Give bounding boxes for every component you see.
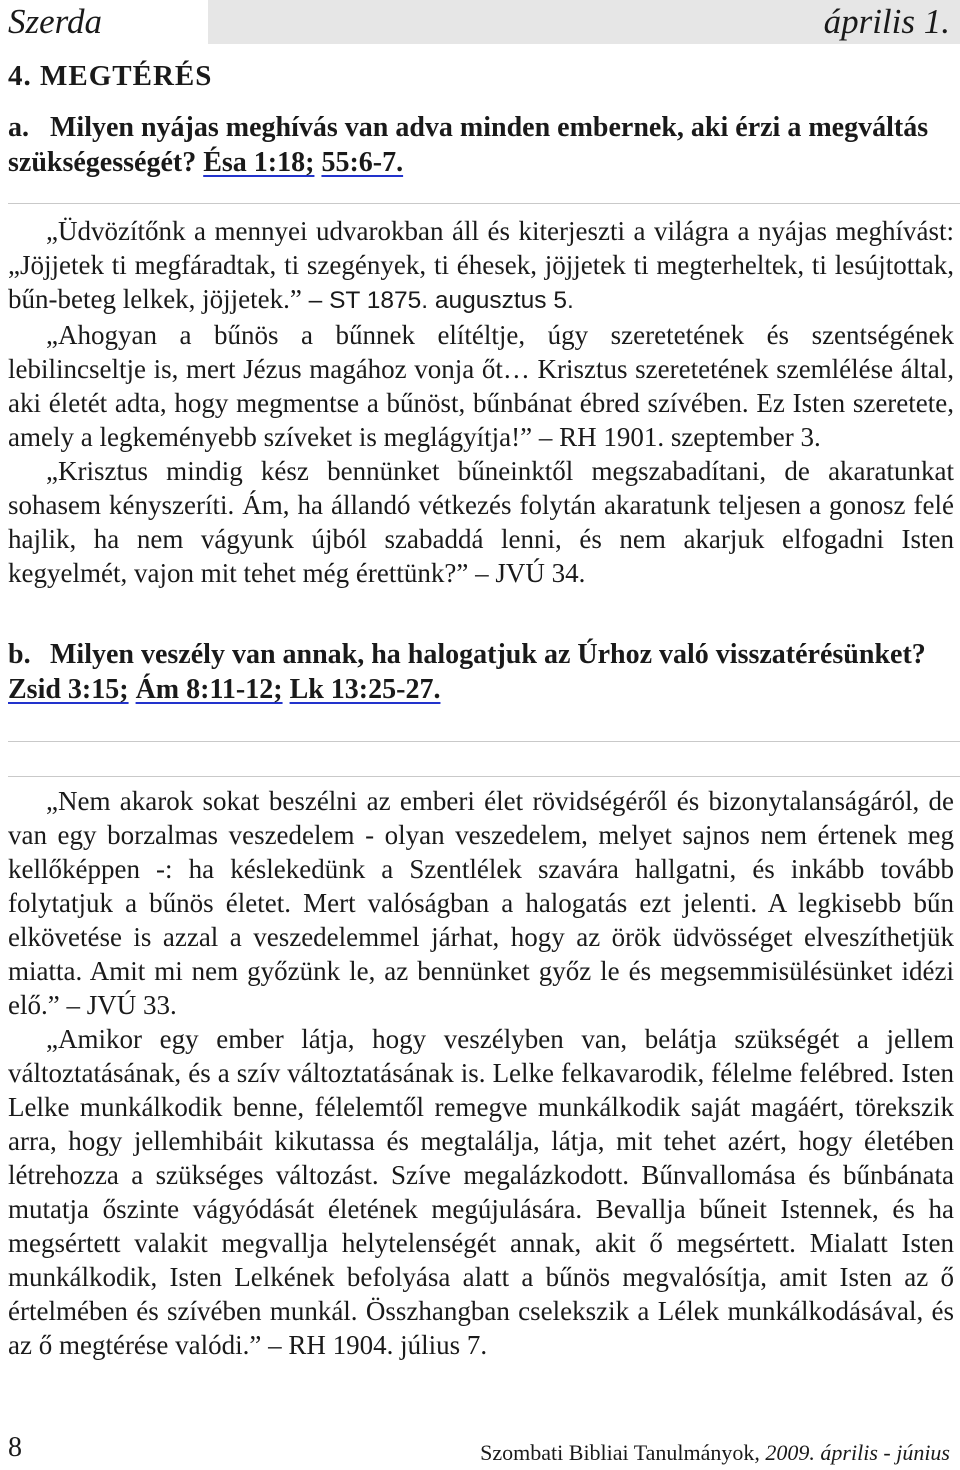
publication-name: Szombati Bibliai Tanulmányok, — [480, 1440, 760, 1465]
scripture-ref-link[interactable]: Lk 13:25-27. — [289, 674, 441, 705]
question-letter: b. — [8, 639, 31, 670]
quote-source: – JVÚ 33. — [66, 990, 177, 1020]
divider — [8, 741, 960, 742]
passage-b — [8, 784, 954, 1362]
quote-text: „Üdvözítőnk a mennyei udvarokban áll és kiterjeszti a világra a nyájas meghívást: „Jöjjetek ti megfáradtak, ti szegények, ti éhesek, jöjjetek ti megterheltek, ti lesújtottak, bűn-beteg lelkek, jöjjetek.” — [8, 216, 954, 314]
quote-source: – RH 1904. július 7. — [268, 1330, 488, 1360]
quote-source: – ST 1875. augusztus 5. — [308, 287, 574, 314]
publication-year: 2009. — [765, 1440, 815, 1465]
quote-text: „Amikor egy ember látja, hogy veszélyben van, belátja szükségét a jellem változtatásának, és a szív változtatásának is. Lelke felkavarodik, félelme felébred. Isten Lelke munkálkodik benne, félelemtől remegve munkálkodik saját magáért, törekszik arra, hogy jellemhibáit kikutassa és megtalálja, látja, mit tehet azért, hogy életében létrehozza a szükséges változást. Szíve megalázkodott. Bűnvallomása és bűnbánata mutatja őszinte vágyódását életének megújulására. Bevallja bűneit Istennek, és ha megsértett valakit megvallja helytelenségét annak, akit ő megsértett. Mialatt Isten munkálkodik, Isten Lelkének befolyása alatt a bűnös megvalósítja, amit Isten az ő értelmében és szívében munkál. Összhangban cselekszik a Lélek munkálkodásával, és az ő megtérése valódi.” — [8, 1024, 954, 1360]
quote-paragraph — [8, 1022, 954, 1362]
divider — [8, 203, 960, 204]
quote-text: „Ahogyan a bűnös a bűnnek elítéltje, úgy szeretetének és szentségének lebilincseltje is, mert Jézus magához vonja őt… Krisztus szeretetének szemlélése által, aki életét adta, hogy megmentse a bűnöst, bűnbánat ébred szívében. Ez Isten szeretete, amely a legkeményebb szíveket is meglágyítja!” — [8, 320, 954, 452]
scripture-ref-link[interactable]: Ám 8:11-12; — [135, 674, 283, 705]
question-b — [8, 637, 954, 707]
quote-paragraph — [8, 214, 954, 318]
quote-paragraph — [8, 454, 954, 590]
publication-months: április - június — [820, 1440, 950, 1465]
publication-footer — [480, 1440, 950, 1466]
quote-text: „Nem akarok sokat beszélni az emberi élet rövidségéről és bizonytalanságáról, de van egy borzalmas veszedelem - olyan veszedelem, melyet sajnos nem értenek meg kellőképpen -: ha késlekedünk a Szentlélek szavára hallgatni, és inkább tovább folytatjuk a bűnös életet. Mert valóságban a halogatás ezt jelenti. A legkisebb bűn elkövetése is azzal a veszedelemmel járhat, hogy az örök üdvösséget elveszíthetjük miatta. Amit mi nem győzünk le, az bennünket győz le és megsemmisülésünket idézi elő.” — [8, 786, 954, 1020]
page-number: 8 — [8, 1432, 22, 1463]
quote-text: „Krisztus mindig kész bennünket bűneinktől megszabadítani, de akaratunkat sohasem kényszeríti. Ám, ha állandó vétkezés folytán akaratunk teljesen a gonosz felé hajlik, ha nem vágyunk újból szabaddá lenni, és nem akarjuk elfogadni Isten kegyelmét, vajon mit tehet még érettünk?” — [8, 456, 954, 588]
quote-paragraph — [8, 784, 954, 1022]
quote-paragraph — [8, 318, 954, 454]
scripture-ref-link[interactable]: 55:6-7. — [321, 147, 404, 178]
scripture-ref-link[interactable]: Zsid 3:15; — [8, 674, 129, 705]
quote-source: – JVÚ 34. — [475, 558, 586, 588]
date-label: április 1. — [823, 2, 950, 41]
question-a — [8, 110, 954, 180]
question-text: Milyen veszély van annak, ha halogatjuk az Úrhoz való visszatérésünket? — [50, 639, 926, 670]
question-letter: a. — [8, 112, 29, 143]
scripture-ref-link[interactable]: Ésa 1:18; — [203, 147, 315, 178]
section-title: 4. MEGTÉRÉS — [8, 60, 213, 92]
quote-source: – RH 1901. szeptember 3. — [538, 422, 821, 452]
question-text: Milyen nyájas meghívás van adva minden embernek, aki érzi a megváltás szükségességét? — [8, 112, 929, 178]
divider — [8, 776, 960, 777]
passage-a — [8, 214, 954, 590]
day-label: Szerda — [8, 2, 102, 41]
